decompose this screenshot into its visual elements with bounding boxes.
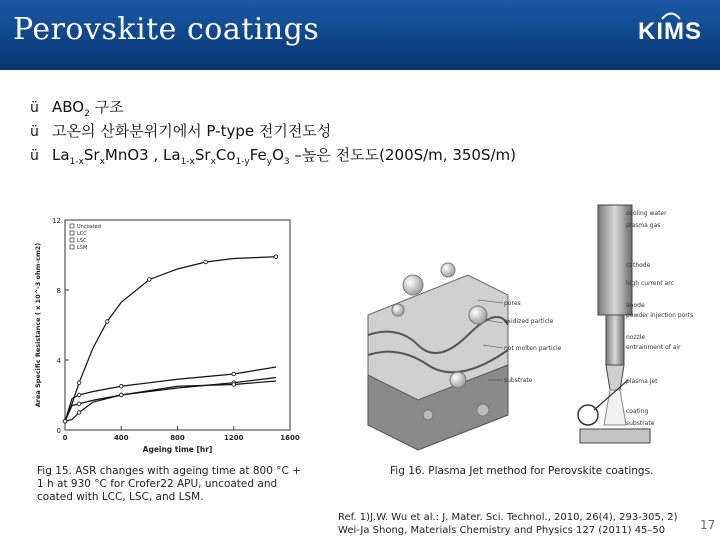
y-tick-label: 0 [56, 427, 61, 435]
legend-marker [70, 245, 74, 249]
legend-entry: Uncoated [77, 224, 101, 230]
y-tick-label: 8 [56, 287, 61, 295]
y-tick-label: 12 [52, 217, 61, 225]
legend-marker [70, 238, 74, 242]
x-tick-label: 0 [62, 434, 68, 442]
asr-chart-svg [30, 212, 300, 457]
bullet-text: $La_{1-x}Sr_xMnO3$ , $La_{1-x}Sr_xCo_{1-y}Fe_yO_3$ –높은 전도도(200S/m, 350S/m) [52, 146, 517, 167]
legend-marker [70, 224, 74, 228]
data-point [77, 381, 81, 385]
legend-marker [70, 231, 74, 235]
y-tick-label: 4 [56, 357, 61, 365]
kims-logo: KIMS [638, 18, 702, 45]
label-pores: pores [504, 300, 521, 307]
figure-16-caption: Fig 16. Plasma Jet method for Perovskite coatings. [390, 465, 654, 477]
label-unmolten: not molten particle [504, 345, 562, 352]
bullet-text: $ABO_2$ 구조 [52, 98, 124, 119]
bullet-text: 고온의 산화분위기에서 P-type 전기전도성 [52, 122, 332, 140]
label-oxidized: oxidized particle [504, 318, 554, 325]
label-powder: powder injection ports [626, 312, 694, 319]
check-icon: ü [30, 148, 39, 164]
legend-entry: LSC [77, 238, 87, 244]
data-point [63, 419, 67, 423]
label-plasma-gas: plasma gas [626, 222, 661, 229]
label-nozzle: nozzle [626, 334, 646, 341]
data-point [77, 402, 81, 406]
data-point [148, 278, 152, 282]
label-entrainment: entrainment of air [626, 344, 681, 351]
legend-entry: LCC [77, 231, 87, 237]
label-plasma-jet: plasma jet [626, 378, 658, 385]
x-tick-label: 1600 [280, 434, 300, 442]
plasma-coating-illustration [358, 185, 694, 455]
header-bar [0, 0, 720, 70]
bullet-list [30, 96, 516, 168]
data-point [77, 393, 81, 397]
data-point [204, 260, 208, 264]
bullet-item [30, 96, 516, 120]
plot-area [65, 220, 290, 430]
page-number: 17 [700, 518, 716, 532]
data-point [119, 393, 123, 397]
data-point [232, 372, 236, 376]
bullet-item [30, 144, 516, 168]
data-point [119, 384, 123, 388]
slide-title: Perovskite coatings [13, 12, 320, 47]
data-point [77, 411, 81, 415]
coating-block-drawing [368, 263, 508, 450]
x-tick-label: 400 [113, 434, 129, 442]
data-point [105, 320, 109, 324]
check-icon: ü [30, 124, 39, 140]
label-cathode: cathode [626, 262, 651, 269]
x-tick-label: 1200 [224, 434, 244, 442]
data-point [232, 383, 236, 387]
bullet-item [30, 120, 516, 144]
y-axis-label: Area Specific Resistance ( x 10^-3 ohm-cm2) [34, 242, 42, 408]
data-point [274, 255, 278, 259]
figure-15-caption: Fig 15. ASR changes with ageing time at 800 °C + 1 h at 930 °C for Crofer22 APU, uncoated and coated with LCC, LSC, and LSM. [37, 465, 301, 503]
x-tick-label: 800 [170, 434, 185, 442]
legend-entry: LSM [77, 245, 88, 251]
label-coating: coating [626, 408, 649, 415]
references: Ref. 1)J.W. Wu et al.: J. Mater. Sci. Technol., 2010, 26(4), 293-305, 2) Wei-Ja Shong, Materials Chemistry and Physics 127 (2011) 45–50 [338, 512, 678, 536]
label-high-current: high current arc [626, 280, 674, 287]
x-axis-label: Ageing time [hr] [142, 445, 213, 454]
label-cooling-water: cooling water [626, 210, 667, 217]
label-anode: anode [626, 302, 645, 309]
label-substrate-2: substrate [626, 420, 655, 427]
asr-chart [30, 212, 300, 457]
check-icon: ü [30, 100, 39, 116]
label-substrate: substrate [504, 377, 533, 384]
